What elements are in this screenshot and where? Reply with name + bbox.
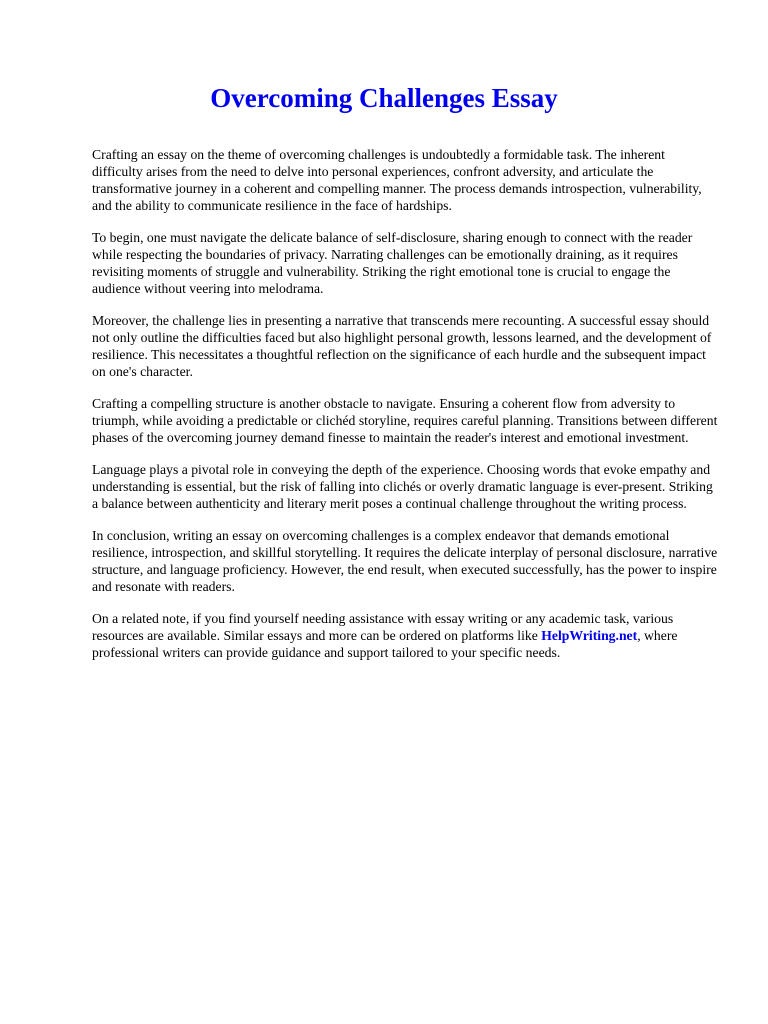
paragraph-language: Language plays a pivotal role in conveying the depth of the experience. Choosing words that evoke empathy and understanding is essential, but the risk of falling into clichés or overly dramatic language is ever-present. Striking a balance between authenticity and literary merit poses a continual challenge throughout the writing process. [92, 462, 713, 511]
essay-body [92, 146, 718, 676]
paragraph-conclusion: In conclusion, writing an essay on overcoming challenges is a complex endeavor that demands emotional resilience, introspection, and skillful storytelling. It requires the delicate interplay of personal disclosure, narrative structure, and language proficiency. However, the end result, when executed successfully, has the power to inspire and resonate with readers. [92, 528, 718, 594]
paragraph-narrative: Moreover, the challenge lies in presenting a narrative that transcends mere recounting. A successful essay should not only outline the difficulties faced but also highlight personal growth, lessons learned, and the development of resilience. This necessitates a thoughtful reflection on the significance of each hurdle and the subsequent impact on one's character. [92, 313, 712, 379]
paragraph-related-note [92, 610, 718, 661]
paragraph-intro: Crafting an essay on the theme of overcoming challenges is undoubtedly a formidable task. The inherent difficulty arises from the need to delve into personal experiences, confront adversity, and articulate the transformative journey in a coherent and compelling manner. The process demands introspection, vulnerability, and the ability to communicate resilience in the face of hardships. [92, 147, 702, 213]
related-note-text-before: On a related note, if you find yourself needing assistance with essay writing or any academic task, various resources are available. Similar essays and more can be ordered on platforms like [92, 611, 674, 643]
paragraph-structure: Crafting a compelling structure is another obstacle to navigate. Ensuring a coherent flow from adversity to triumph, while avoiding a predictable or clichéd storyline, requires careful planning. Transitions between different phases of the overcoming journey demand finesse to maintain the reader's interest and emotional investment. [92, 396, 718, 445]
related-note-text-after: , where professional writers can provide guidance and support tailored to your specific needs. [92, 628, 678, 660]
paragraph-self-disclosure: To begin, one must navigate the delicate balance of self-disclosure, sharing enough to connect with the reader while respecting the boundaries of privacy. Narrating challenges can be emotionally draining, as it requires revisiting moments of struggle and vulnerability. Striking the right emotional tone is crucial to engage the audience without veering into melodrama. [92, 230, 693, 296]
page-title: Overcoming Challenges Essay [210, 83, 558, 113]
helpwriting-link[interactable]: HelpWriting.net [541, 628, 638, 643]
